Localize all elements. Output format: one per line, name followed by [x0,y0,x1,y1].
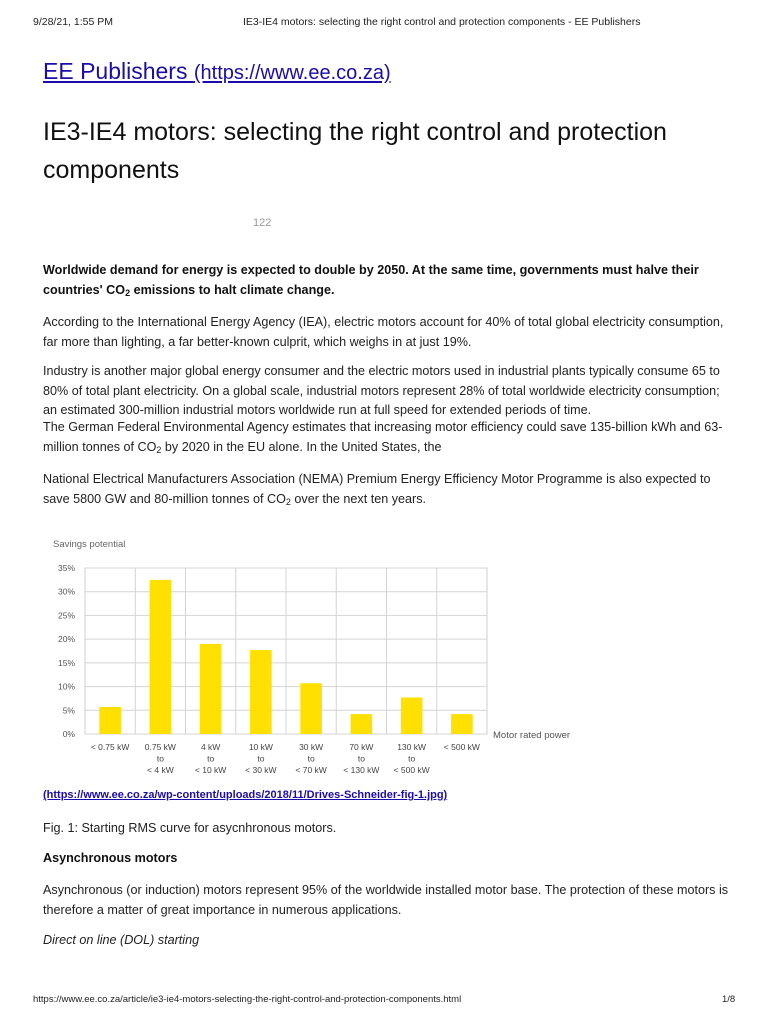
paragraph-germany [43,418,733,460]
y-tick-label: 30% [57,586,75,597]
chart-bar [401,697,423,734]
y-tick-label: 5% [62,705,75,716]
y-tick-label: 0% [62,729,75,739]
section-heading: Asynchronous motors [43,851,178,865]
x-tick-label: 0.75 kW [144,742,176,752]
site-link[interactable] [43,58,391,85]
print-page-title: IE3-IE4 motors: selecting the right control and protection components - EE Publishers [243,16,641,28]
x-tick-label: < 500 kW [443,742,480,752]
x-tick-label: 130 kW [397,742,427,752]
x-tick-label: to [408,753,416,764]
view-count: 122 [253,217,272,229]
x-tick-label: 70 kW [349,742,374,752]
para3-text-b: by 2020 in the EU alone. In the United States, the [161,439,442,454]
savings-potential-chart [45,530,605,780]
para3-sub: 2 [156,444,162,455]
y-tick-label: 15% [57,657,75,668]
chart-bar [300,683,322,734]
lead-sub: 2 [125,287,131,298]
x-tick-label: to [257,753,265,764]
x-tick-label: < 500 kW [393,765,430,775]
para3-text-a: The German Federal Environmental Agency estimates that increasing motor efficiency could save 135-billion kWh and 63-million tonnes of CO [43,420,723,454]
chart-bar [451,714,473,734]
para4-text-b: over the next ten years. [290,491,427,506]
paragraph-industry: Industry is another major global energy consumer and the electric motors used in industrial plants typically consume 65 to 80% of total plant electricity. On a global scale, industrial motors represent 28% of total worldwide electricity consumption; an estimated 300-million industrial motors worldwide run at full speed for extended periods of time. [43,364,720,417]
y-tick-label: 25% [57,610,75,621]
footer-url: https://www.ee.co.za/article/ie3-ie4-motors-selecting-the-right-control-and-protection-components.html [33,994,462,1005]
chart-x-axis-label: Motor rated power [493,730,571,741]
paragraph-asynchronous: Asynchronous (or induction) motors represent 95% of the worldwide installed motor base. The protection of these motors is therefore a matter of great importance in numerous applications. [43,883,729,917]
chart-bar [250,650,272,734]
chart-bar [99,707,121,734]
site-name: EE Publishers [43,58,188,84]
para4-sub: 2 [285,496,291,507]
x-tick-label: to [156,753,164,764]
chart-bar [351,714,373,734]
x-tick-label: < 70 kW [295,765,327,775]
para4-text-a: National Electrical Manufacturers Association (NEMA) Premium Energy Efficiency Motor Programme is also expected to save 5800 GW and 80-million tonnes of CO [43,472,711,506]
y-tick-label: 10% [57,681,75,692]
x-tick-label: < 30 kW [245,765,277,775]
article-title: IE3-IE4 motors: selecting the right control and protection components [43,118,667,184]
x-tick-label: < 4 kW [147,765,174,775]
lead-text-b: emissions to halt climate change. [130,282,335,297]
chart-grid [85,568,487,734]
x-tick-label: < 10 kW [194,765,227,775]
chart-bar [150,580,172,734]
chart-bar [200,644,222,734]
x-tick-label: to [357,753,365,764]
site-url: (https://www.ee.co.za) [193,62,391,84]
x-tick-label: 4 kW [200,742,221,752]
figure-image-link[interactable] [43,789,447,801]
y-tick-label: 20% [57,634,75,645]
page-number: 1/8 [722,994,736,1005]
x-tick-label: < 130 kW [343,765,380,775]
figure-caption: Fig. 1: Starting RMS curve for asycnhronous motors. [43,821,337,835]
x-tick-label: 10 kW [248,742,273,752]
paragraph-iea: According to the International Energy Agency (IEA), electric motors account for 40% of total global electricity consumption, far more than lighting, a far better-known culprit, which weighs in at just 19%. [43,315,724,349]
lead-text-a: Worldwide demand for energy is expected to double by 2050. At the same time, governments must halve their countries' CO [43,263,699,297]
subheading-dol: Direct on line (DOL) starting [43,933,200,947]
x-tick-label: to [207,753,215,764]
chart-title: Savings potential [53,539,126,550]
y-tick-label: 35% [57,563,75,573]
lead-paragraph [43,261,733,303]
x-tick-label: to [307,753,315,764]
print-date: 9/28/21, 1:55 PM [33,16,113,28]
figure-image-link-text: (https://www.ee.co.za/wp-content/uploads/2018/11/Drives-Schneider-fig-1.jpg) [43,789,448,801]
x-tick-label: 30 kW [299,742,324,752]
paragraph-nema [43,470,733,512]
x-tick-label: < 0.75 kW [90,742,130,752]
